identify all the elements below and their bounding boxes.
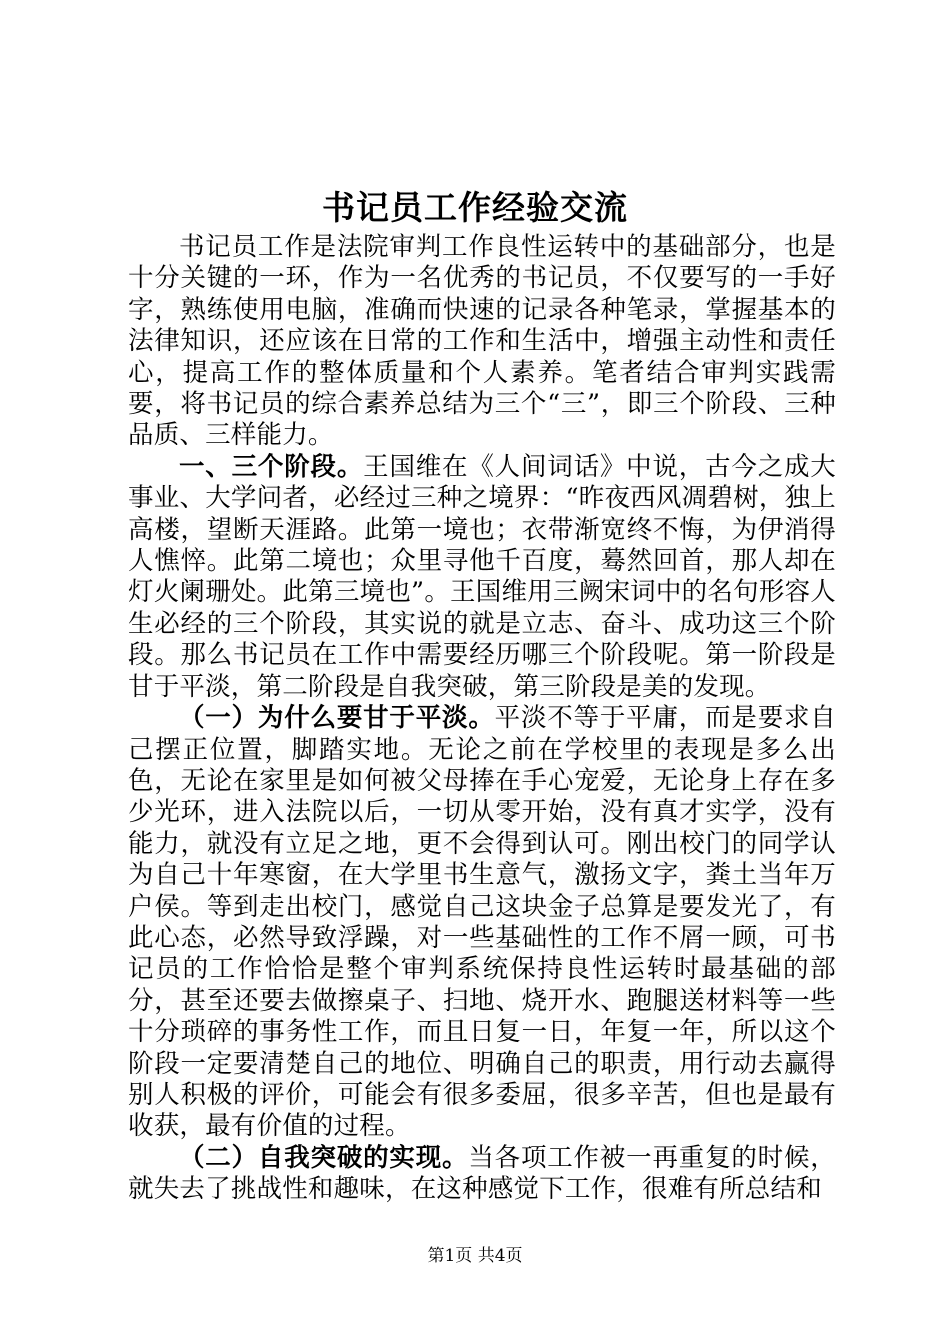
paragraph-text: 书记员工作是法院审判工作良性运转中的基础部分，也是十分关键的一环，作为一名优秀的书记员，不仅要写的一手好字，熟练使用电脑，准确而快速的记录各种笔录，掌握基本的法律知识，还应该在日常的工作和生活中，增强主动性和责任心，提高工作的整体质量和个人素养。笔者结合审判实践需要，将书记员的综合素养总结为三个“三”，即三个阶段、三种品质、三样能力。 (128, 232, 836, 451)
page-footer: 第1页 共4页 (427, 1246, 523, 1266)
paragraph-lead: 一、三个阶段。 (179, 451, 364, 482)
paragraph-intro (128, 232, 836, 452)
document-body (128, 232, 836, 1206)
paragraph-lead: （二）自我突破的实现。 (179, 1142, 469, 1173)
paragraph-text: 王国维在《人间词话》中说，古今之成大事业、大学问者，必经过三种之境界：“昨夜西风凋碧树，独上高楼，望断天涯路。此第一境也；衣带渐宽终不悔，为伊消得人憔悴。此第二境也；众里寻他千百度，蓦然回首，那人却在灯火阑珊处。此第三境也”。王国维用三阙宋词中的名句形容人生必经的三个阶段，其实说的就是立志、奋斗、成功这三个阶段。那么书记员在工作中需要经历哪三个阶段呢。第一阶段是甘于平淡，第二阶段是自我突破，第三阶段是美的发现。 (128, 451, 837, 702)
paragraph-stage-two (128, 1143, 836, 1206)
paragraph-lead: （一）为什么要甘于平淡。 (179, 703, 495, 734)
paragraph-text: 平淡不等于平庸，而是要求自己摆正位置，脚踏实地。无论之前在学校里的表现是多么出色，无论在家里是如何被父母捧在手心宠爱，无论身上存在多少光环，进入法院以后，一切从零开始，没有真才实学，没有能力，就没有立足之地，更不会得到认可。刚出校门的同学认为自己十年寒窗，在大学里书生意气，激扬文字，粪土当年万户侯。等到走出校门，感觉自己这块金子总算是要发光了，有此心态，必然导致浮躁，对一些基础性的工作不屑一顾，可书记员的工作恰恰是整个审判系统保持良性运转时最基础的部分，甚至还要去做擦桌子、扫地、烧开水、跑腿送材料等一些十分琐碎的事务性工作，而且日复一日，年复一年，所以这个阶段一定要清楚自己的地位、明确自己的职责，用行动去赢得别人积极的评价，可能会有很多委屈，很多辛苦，但也是最有收获，最有价值的过程。 (128, 703, 836, 1142)
paragraph-text: 当各项工作被一再重复的时候，就失去了挑战性和趣味，在这种感觉下工作，很难有所总结和 (128, 1142, 836, 1205)
paragraph-three-stages (128, 452, 836, 703)
document-title: 书记员工作经验交流 (322, 188, 628, 227)
paragraph-stage-one (128, 703, 836, 1143)
